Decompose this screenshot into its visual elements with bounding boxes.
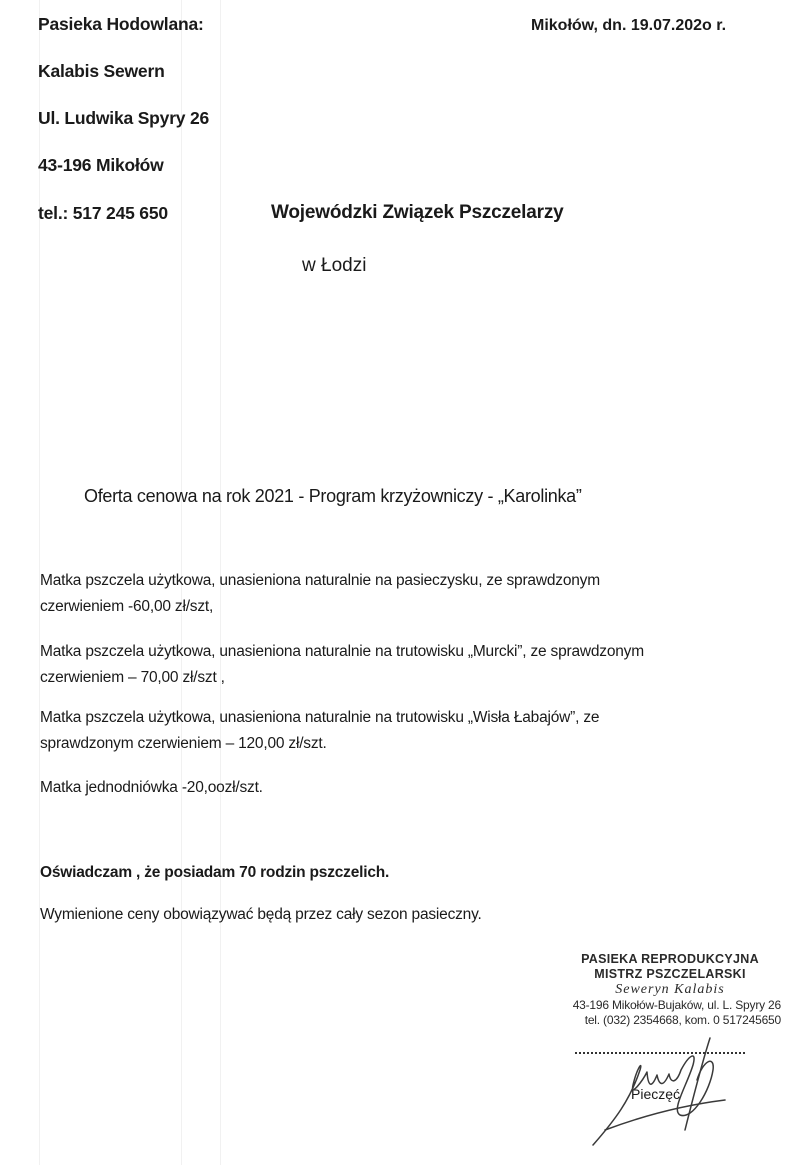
offer-line: czerwieniem – 70,00 zł/szt , (40, 669, 225, 686)
stamp-line: Seweryn Kalabis (615, 982, 725, 997)
signature-stroke (685, 1038, 710, 1130)
sender-street: Ul. Ludwika Spyry 26 (38, 108, 210, 128)
offer-title: Oferta cenowa na rok 2021 - Program krzyżowniczy - „Karolinka” (84, 486, 582, 506)
stamp-label: Pieczęć (631, 1086, 681, 1102)
handwritten-signature (585, 1030, 755, 1160)
offer-line: Matka pszczela użytkowa, unasieniona naturalnie na pasieczysku, ze sprawdzonym (40, 572, 600, 589)
recipient-line2: w Łodzi (302, 255, 367, 276)
company-stamp (555, 952, 785, 1028)
declaration: Oświadczam , że posiadam 70 rodzin pszczelich. (40, 864, 390, 881)
signature-stroke (605, 1100, 725, 1130)
offer-item (40, 775, 263, 801)
offer-line: czerwieniem -60,00 zł/szt, (40, 598, 214, 615)
place-date: Mikołów, dn. 19.07.202o r. (531, 17, 727, 34)
offer-line: Matka pszczela użytkowa, unasieniona naturalnie na trutowisku „Wisła Łabajów”, ze (40, 709, 600, 726)
offer-item (40, 639, 644, 691)
signature-stroke (593, 1056, 713, 1145)
offer-line: Matka pszczela użytkowa, unasieniona naturalnie na trutowisku „Murcki”, ze sprawdzonym (40, 643, 644, 660)
stamp-line: tel. (032) 2354668, kom. 0 517245650 (584, 1013, 781, 1027)
offer-item (40, 705, 599, 757)
sender-postal-city: 43-196 Mikołów (38, 155, 164, 175)
offer-line: Matka jednodniówka -20,oozł/szt. (40, 779, 263, 796)
stamp-line: PASIEKA REPRODUKCYJNA (581, 952, 759, 966)
recipient-line1: Wojewódzki Związek Pszczelarzy (271, 202, 564, 223)
sender-phone: tel.: 517 245 650 (38, 203, 168, 223)
stamp-line: MISTRZ PSZCZELARSKI (594, 967, 746, 981)
stamp-line: 43-196 Mikołów-Bujaków, ul. L. Spyry 26 (572, 998, 781, 1012)
validity-note: Wymienione ceny obowiązywać będą przez cały sezon pasieczny. (40, 906, 482, 923)
offer-item (40, 568, 600, 620)
sender-heading: Pasieka Hodowlana: (38, 14, 204, 34)
sender-name: Kalabis Sewern (38, 61, 165, 81)
offer-line: sprawdzonym czerwieniem – 120,00 zł/szt. (40, 735, 327, 752)
